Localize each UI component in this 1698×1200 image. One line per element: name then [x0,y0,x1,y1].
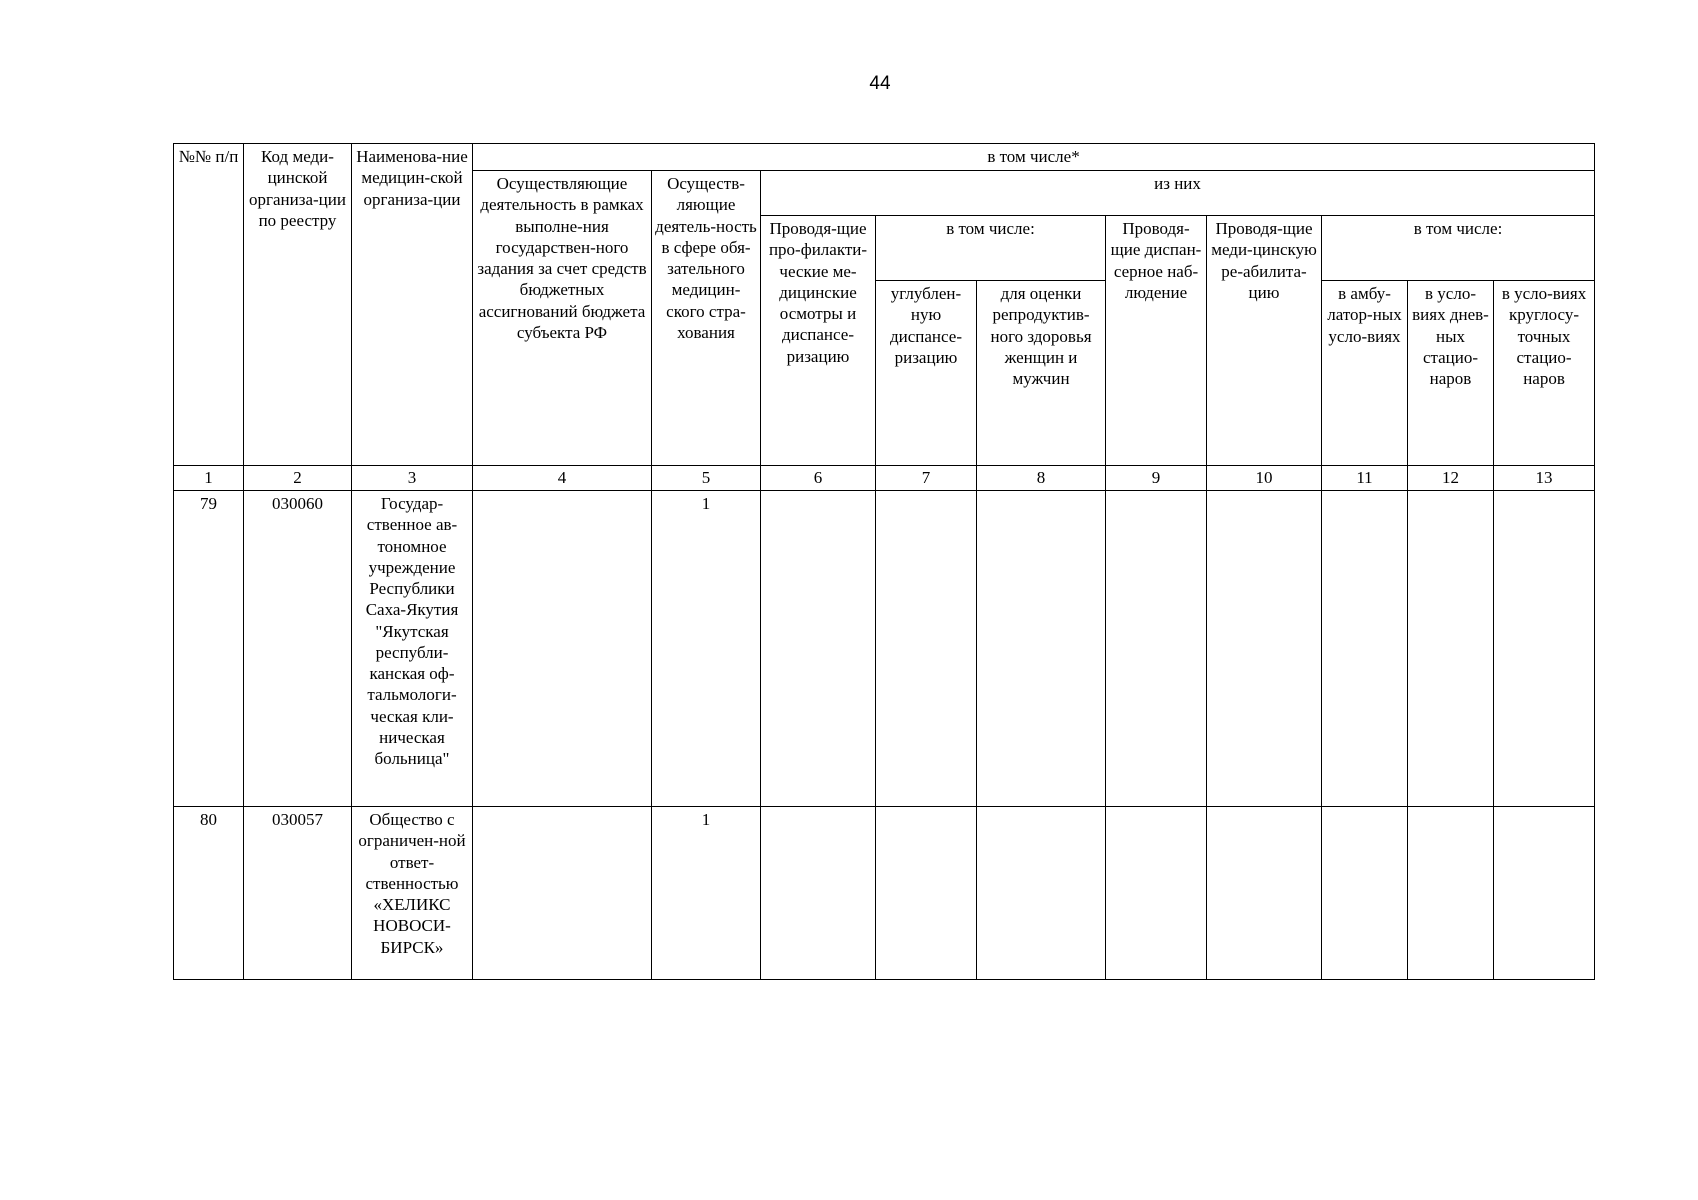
header-of-them: из них [761,171,1595,216]
row-day [1408,807,1494,980]
column-number: 2 [244,466,352,491]
column-number: 4 [473,466,652,491]
table-row [174,491,1595,807]
header-round: в усло-виях круглосу-точных стацио-наров [1494,281,1595,466]
row-oms: 1 [652,807,761,980]
header-code: Код меди-цинской организа-ции по реестру [244,144,352,466]
header-prof: Проводя-щие про-филакти-ческие ме-дицинские осмотры и диспансе-ризацию [761,216,876,466]
header-including-1: в том числе: [876,216,1106,281]
column-number: 6 [761,466,876,491]
column-number: 9 [1106,466,1207,491]
column-number: 10 [1207,466,1322,491]
column-number: 12 [1408,466,1494,491]
page-number: 44 [869,73,891,94]
row-rehab [1207,491,1322,807]
row-prof [761,807,876,980]
row-code: 030057 [244,807,352,980]
column-number: 11 [1322,466,1408,491]
column-number: 8 [977,466,1106,491]
row-num: 79 [174,491,244,807]
row-round [1494,807,1595,980]
column-number: 5 [652,466,761,491]
row-repro [977,491,1106,807]
row-org-name: Государ-ственное ав-тономное учреждение Республики Саха-Якутия "Якутская республи-канская оф-тальмологи-ческая кли-ническая больница" [352,491,473,807]
row-amb [1322,491,1408,807]
header-deep: углублен-ную диспансе-ризацию [876,281,977,466]
table-row [174,807,1595,980]
row-disp [1106,491,1207,807]
header-disp: Проводя-щие диспан-серное наб-людение [1106,216,1207,466]
row-budget [473,807,652,980]
header-budget: Осуществляющие деятельность в рамках выполне-ния государствен-ного задания за счет средств бюджетных ассигнований бюджета субъекта РФ [473,171,652,466]
header-num: №№ п/п [174,144,244,466]
header-oms: Осуществ-ляющие деятель-ность в сфере обя-зательного медицин-ского стра-хования [652,171,761,466]
row-oms: 1 [652,491,761,807]
row-org-name: Общество с ограничен-ной ответ-ственностью «ХЕЛИКС НОВОСИ-БИРСК» [352,807,473,980]
header-repro: для оценки репродуктив-ного здоровья женщин и мужчин [977,281,1106,466]
row-num: 80 [174,807,244,980]
header-day: в усло-виях днев-ных стацио-наров [1408,281,1494,466]
row-repro [977,807,1106,980]
row-deep [876,807,977,980]
header-name: Наименова-ние медицин-ской организа-ции [352,144,473,466]
column-number: 13 [1494,466,1595,491]
row-round [1494,491,1595,807]
column-number: 7 [876,466,977,491]
header-rehab: Проводя-щие меди-цинскую ре-абилита-цию [1207,216,1322,466]
header-including: в том числе* [473,144,1595,171]
row-deep [876,491,977,807]
row-disp [1106,807,1207,980]
row-day [1408,491,1494,807]
column-number: 3 [352,466,473,491]
row-code: 030060 [244,491,352,807]
row-amb [1322,807,1408,980]
header-including-2: в том числе: [1322,216,1595,281]
column-numbers-row [174,466,1595,491]
row-budget [473,491,652,807]
header-amb: в амбу-латор-ных усло-виях [1322,281,1408,466]
row-rehab [1207,807,1322,980]
column-number: 1 [174,466,244,491]
medical-organizations-table [173,143,1595,980]
row-prof [761,491,876,807]
